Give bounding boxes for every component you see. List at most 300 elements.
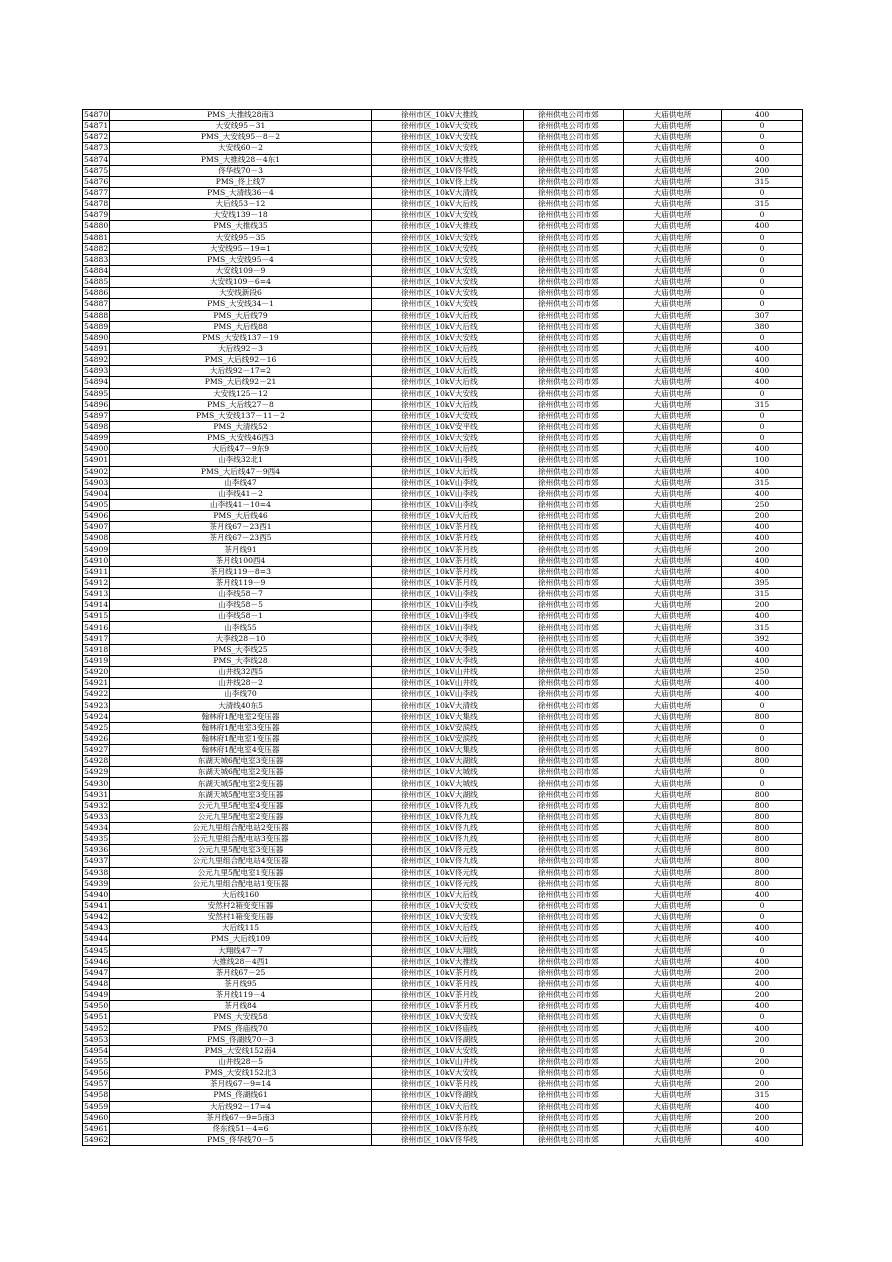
row-id-cell: 54882 [84, 243, 109, 253]
feeder-line-cell: 徐州市区_10kV佟元线 [372, 867, 524, 878]
table-row [83, 265, 803, 276]
company-cell: 徐州供电公司市郊 [524, 589, 624, 600]
device-name-cell: PMS_佟庙线70 [110, 1023, 372, 1034]
table-row [83, 967, 803, 978]
company-cell: 徐州供电公司市郊 [524, 410, 624, 421]
feeder-line-cell: 徐州市区_10kV茶月线 [372, 533, 524, 544]
table-row [83, 778, 803, 789]
device-name-cell: 茶月线67－23西1 [110, 522, 372, 533]
station-cell: 大庙供电所 [624, 745, 722, 756]
table-row [83, 433, 803, 444]
company-cell: 徐州供电公司市郊 [524, 199, 624, 210]
row-id-cell: 54889 [84, 321, 109, 331]
device-name-cell: 茶月线119－9 [110, 577, 372, 588]
station-cell: 大庙供电所 [624, 733, 722, 744]
feeder-line-cell: 徐州市区_10kV大后线 [372, 923, 524, 934]
table-row [83, 1068, 803, 1079]
table-row [83, 1101, 803, 1112]
capacity-cell: 800 [722, 878, 803, 889]
feeder-line-cell: 徐州市区_10kV茶月线 [372, 1079, 524, 1090]
capacity-cell: 0 [722, 210, 803, 221]
company-cell: 徐州供电公司市郊 [524, 121, 624, 132]
company-cell: 徐州供电公司市郊 [524, 1068, 624, 1079]
station-cell: 大庙供电所 [624, 511, 722, 522]
company-cell: 徐州供电公司市郊 [524, 110, 624, 121]
company-cell: 徐州供电公司市郊 [524, 856, 624, 867]
company-cell: 徐州供电公司市郊 [524, 945, 624, 956]
company-cell: 徐州供电公司市郊 [524, 834, 624, 845]
capacity-cell: 200 [722, 1034, 803, 1045]
table-row [83, 377, 803, 388]
row-id-cell: 54924 [84, 711, 109, 721]
row-id-cell: 54904 [84, 488, 109, 498]
company-cell: 徐州供电公司市郊 [524, 667, 624, 678]
company-cell: 徐州供电公司市郊 [524, 343, 624, 354]
device-name-cell: 茶月线119－8=3 [110, 566, 372, 577]
device-name-cell: PMS_大安线152南4 [110, 1045, 372, 1056]
company-cell: 徐州供电公司市郊 [524, 756, 624, 767]
row-id-cell: 54881 [84, 232, 109, 242]
table-row [83, 332, 803, 343]
row-id-cell: 54913 [84, 589, 109, 599]
company-cell: 徐州供电公司市郊 [524, 511, 624, 522]
device-name-cell: 大安线139－18 [110, 210, 372, 221]
device-name-cell: PMS_大后线109 [110, 934, 372, 945]
table-row [83, 1123, 803, 1134]
company-cell: 徐州供电公司市郊 [524, 566, 624, 577]
feeder-line-cell: 徐州市区_10kV茶月线 [372, 1001, 524, 1012]
company-cell: 徐州供电公司市郊 [524, 778, 624, 789]
capacity-cell: 0 [722, 778, 803, 789]
table-row [83, 477, 803, 488]
row-id-cell: 54958 [84, 1090, 109, 1100]
capacity-cell: 0 [722, 433, 803, 444]
row-id-cell: 54947 [84, 967, 109, 977]
company-cell: 徐州供电公司市郊 [524, 243, 624, 254]
feeder-line-cell: 徐州市区_10kV大集线 [372, 745, 524, 756]
feeder-line-cell: 徐州市区_10kV茶月线 [372, 967, 524, 978]
feeder-line-cell: 徐州市区_10kV大后线 [372, 1101, 524, 1112]
company-cell: 徐州供电公司市郊 [524, 878, 624, 889]
device-name-cell: 山井线28－5 [110, 1056, 372, 1067]
feeder-line-cell: 徐州市区_10kV大湖线 [372, 756, 524, 767]
company-cell: 徐州供电公司市郊 [524, 321, 624, 332]
company-cell: 徐州供电公司市郊 [524, 288, 624, 299]
feeder-line-cell: 徐州市区_10kV大安线 [372, 288, 524, 299]
capacity-cell: 315 [722, 399, 803, 410]
capacity-cell: 800 [722, 756, 803, 767]
station-cell: 大庙供电所 [624, 288, 722, 299]
table-row [83, 945, 803, 956]
feeder-line-cell: 徐州市区_10kV大清线 [372, 187, 524, 198]
table-row [83, 243, 803, 254]
feeder-line-cell: 徐州市区_10kV大城线 [372, 767, 524, 778]
table-row [83, 867, 803, 878]
feeder-line-cell: 徐州市区_10kV大后线 [372, 199, 524, 210]
station-cell: 大庙供电所 [624, 600, 722, 611]
company-cell: 徐州供电公司市郊 [524, 644, 624, 655]
station-cell: 大庙供电所 [624, 421, 722, 432]
company-cell: 徐州供电公司市郊 [524, 722, 624, 733]
row-id-cell: 54883 [84, 254, 109, 264]
device-name-cell: 东湖天城6配电室3变压器 [110, 756, 372, 767]
device-name-cell: 山李线32北1 [110, 455, 372, 466]
row-id-cell: 54959 [84, 1101, 109, 1111]
station-cell: 大庙供电所 [624, 187, 722, 198]
company-cell: 徐州供电公司市郊 [524, 956, 624, 967]
device-name-cell: 茶月线95 [110, 978, 372, 989]
capacity-cell: 0 [722, 900, 803, 911]
station-cell: 大庙供电所 [624, 978, 722, 989]
station-cell: 大庙供电所 [624, 199, 722, 210]
device-name-cell: 山井线28－2 [110, 678, 372, 689]
station-cell: 大庙供电所 [624, 377, 722, 388]
row-id-cell: 54940 [84, 889, 109, 899]
table-row [83, 811, 803, 822]
feeder-line-cell: 徐州市区_10kV大安线 [372, 388, 524, 399]
feeder-line-cell: 徐州市区_10kV茶月线 [372, 555, 524, 566]
row-id-cell: 54908 [84, 533, 109, 543]
feeder-line-cell: 徐州市区_10kV山井线 [372, 678, 524, 689]
table-row [83, 689, 803, 700]
capacity-cell: 800 [722, 856, 803, 867]
station-cell: 大庙供电所 [624, 711, 722, 722]
capacity-cell: 400 [722, 355, 803, 366]
device-name-cell: 公元九里5配电室3变压器 [110, 845, 372, 856]
station-cell: 大庙供电所 [624, 845, 722, 856]
row-id-cell: 54933 [84, 811, 109, 821]
row-id-cell: 54942 [84, 912, 109, 922]
station-cell: 大庙供电所 [624, 388, 722, 399]
company-cell: 徐州供电公司市郊 [524, 555, 624, 566]
row-id-cell: 54956 [84, 1068, 109, 1078]
company-cell: 徐州供电公司市郊 [524, 154, 624, 165]
feeder-line-cell: 徐州市区_10kV茶月线 [372, 1112, 524, 1123]
company-cell: 徐州供电公司市郊 [524, 1012, 624, 1023]
station-cell: 大庙供电所 [624, 633, 722, 644]
row-id-cell: 54931 [84, 789, 109, 799]
row-id-cell: 54944 [84, 934, 109, 944]
row-id-cell: 54921 [84, 678, 109, 688]
capacity-cell: 100 [722, 455, 803, 466]
row-id-cell: 54923 [84, 700, 109, 710]
feeder-line-cell: 徐州市区_10kV安滨线 [372, 722, 524, 733]
capacity-cell: 200 [722, 990, 803, 1001]
company-cell: 徐州供电公司市郊 [524, 678, 624, 689]
device-name-cell: 大推线28－4西1 [110, 956, 372, 967]
station-cell: 大庙供电所 [624, 555, 722, 566]
company-cell: 徐州供电公司市郊 [524, 176, 624, 187]
station-cell: 大庙供电所 [624, 444, 722, 455]
capacity-cell: 400 [722, 978, 803, 989]
capacity-cell: 800 [722, 711, 803, 722]
station-cell: 大庙供电所 [624, 589, 722, 600]
table-row [83, 488, 803, 499]
table-row [83, 845, 803, 856]
device-name-cell: PMS_大后线79 [110, 310, 372, 321]
device-name-cell: PMS_大安线152北3 [110, 1068, 372, 1079]
device-name-cell: 大安线109－9 [110, 265, 372, 276]
capacity-cell: 315 [722, 589, 803, 600]
table-row [83, 355, 803, 366]
capacity-cell: 200 [722, 544, 803, 555]
row-id-cell: 54930 [84, 778, 109, 788]
table-row [83, 1045, 803, 1056]
capacity-cell: 400 [722, 1134, 803, 1145]
device-name-cell: 山李线58－5 [110, 600, 372, 611]
feeder-line-cell: 徐州市区_10kV大安线 [372, 912, 524, 923]
device-name-cell: 茶月线67－23西5 [110, 533, 372, 544]
table-row [83, 566, 803, 577]
table-row [83, 923, 803, 934]
row-id-cell: 54915 [84, 611, 109, 621]
capacity-cell: 800 [722, 811, 803, 822]
device-name-cell: 大后线92－3 [110, 343, 372, 354]
table-row [83, 1079, 803, 1090]
device-name-cell: 安然村2箱变变压器 [110, 900, 372, 911]
table-row [83, 410, 803, 421]
company-cell: 徐州供电公司市郊 [524, 466, 624, 477]
device-name-cell: PMS_大推线35 [110, 221, 372, 232]
feeder-line-cell: 徐州市区_10kV大安线 [372, 143, 524, 154]
company-cell: 徐州供电公司市郊 [524, 800, 624, 811]
table-row [83, 544, 803, 555]
station-cell: 大庙供电所 [624, 934, 722, 945]
capacity-cell: 0 [722, 912, 803, 923]
company-cell: 徐州供电公司市郊 [524, 1134, 624, 1145]
feeder-line-cell: 徐州市区_10kV大安线 [372, 410, 524, 421]
capacity-cell: 200 [722, 1079, 803, 1090]
device-name-cell: 大后线160 [110, 889, 372, 900]
device-name-cell: PMS_大安线137－19 [110, 332, 372, 343]
station-cell: 大庙供电所 [624, 900, 722, 911]
company-cell: 徐州供电公司市郊 [524, 143, 624, 154]
capacity-cell: 800 [722, 789, 803, 800]
table-row [83, 956, 803, 967]
company-cell: 徐州供电公司市郊 [524, 823, 624, 834]
capacity-cell: 200 [722, 967, 803, 978]
feeder-line-cell: 徐州市区_10kV大后线 [372, 377, 524, 388]
table-row [83, 366, 803, 377]
station-cell: 大庙供电所 [624, 1112, 722, 1123]
feeder-line-cell: 徐州市区_10kV佟庙线 [372, 1023, 524, 1034]
feeder-line-cell: 徐州市区_10kV山李线 [372, 589, 524, 600]
feeder-line-cell: 徐州市区_10kV佟九线 [372, 811, 524, 822]
station-cell: 大庙供电所 [624, 277, 722, 288]
table-row [83, 722, 803, 733]
company-cell: 徐州供电公司市郊 [524, 811, 624, 822]
company-cell: 徐州供电公司市郊 [524, 210, 624, 221]
capacity-cell: 200 [722, 600, 803, 611]
data-table [82, 109, 803, 1146]
device-name-cell: 大安线125－12 [110, 388, 372, 399]
table-row [83, 277, 803, 288]
device-name-cell: 翰林府1配电室2变压器 [110, 711, 372, 722]
row-id-cell: 54897 [84, 410, 109, 420]
table-row [83, 388, 803, 399]
feeder-line-cell: 徐州市区_10kV山井线 [372, 1056, 524, 1067]
station-cell: 大庙供电所 [624, 823, 722, 834]
table-row [83, 990, 803, 1001]
table-row [83, 711, 803, 722]
table-row [83, 600, 803, 611]
row-id-cell: 54948 [84, 979, 109, 989]
table-row [83, 834, 803, 845]
row-id-cell: 54871 [84, 121, 109, 131]
device-name-cell: 山李线41－2 [110, 488, 372, 499]
device-name-cell: 东湖天城5配电室3变压器 [110, 789, 372, 800]
device-name-cell: 佟华线70－3 [110, 165, 372, 176]
row-id-cell: 54900 [84, 444, 109, 454]
capacity-cell: 200 [722, 511, 803, 522]
table-row [83, 611, 803, 622]
table-row [83, 633, 803, 644]
row-id-cell: 54919 [84, 655, 109, 665]
table-row [83, 800, 803, 811]
feeder-line-cell: 徐州市区_10kV大安线 [372, 132, 524, 143]
capacity-cell: 800 [722, 845, 803, 856]
feeder-line-cell: 徐州市区_10kV佟元线 [372, 845, 524, 856]
row-id-cell: 54885 [84, 277, 109, 287]
station-cell: 大庙供电所 [624, 533, 722, 544]
table-row [83, 466, 803, 477]
station-cell: 大庙供电所 [624, 990, 722, 1001]
row-id-cell: 54876 [84, 176, 109, 186]
table-row [83, 1090, 803, 1101]
table-row [83, 199, 803, 210]
device-name-cell: 大安线95－19=1 [110, 243, 372, 254]
station-cell: 大庙供电所 [624, 310, 722, 321]
station-cell: 大庙供电所 [624, 577, 722, 588]
capacity-cell: 315 [722, 199, 803, 210]
station-cell: 大庙供电所 [624, 165, 722, 176]
row-id-cell: 54888 [84, 310, 109, 320]
table-row [83, 187, 803, 198]
feeder-line-cell: 徐州市区_10kV山李线 [372, 611, 524, 622]
row-id-cell: 54953 [84, 1034, 109, 1044]
capacity-cell: 400 [722, 154, 803, 165]
row-id-cell: 54941 [84, 901, 109, 911]
company-cell: 徐州供电公司市郊 [524, 622, 624, 633]
row-id-cell: 54906 [84, 511, 109, 521]
row-id-cell: 54909 [84, 544, 109, 554]
device-name-cell: 茶月线67－25 [110, 967, 372, 978]
device-name-cell: PMS_大清线52 [110, 421, 372, 432]
station-cell: 大庙供电所 [624, 399, 722, 410]
device-name-cell: PMS_大李线25 [110, 644, 372, 655]
company-cell: 徐州供电公司市郊 [524, 600, 624, 611]
capacity-cell: 400 [722, 934, 803, 945]
station-cell: 大庙供电所 [624, 488, 722, 499]
row-id-cell: 54927 [84, 745, 109, 755]
feeder-line-cell: 徐州市区_10kV茶月线 [372, 978, 524, 989]
row-id-cell: 54918 [84, 644, 109, 654]
table-row [83, 254, 803, 265]
feeder-line-cell: 徐州市区_10kV佟湖线 [372, 1034, 524, 1045]
table-row [83, 856, 803, 867]
station-cell: 大庙供电所 [624, 433, 722, 444]
device-name-cell: PMS_大安线34－1 [110, 299, 372, 310]
station-cell: 大庙供电所 [624, 544, 722, 555]
company-cell: 徐州供电公司市郊 [524, 388, 624, 399]
company-cell: 徐州供电公司市郊 [524, 1001, 624, 1012]
row-id-cell: 54932 [84, 800, 109, 810]
feeder-line-cell: 徐州市区_10kV大安线 [372, 121, 524, 132]
station-cell: 大庙供电所 [624, 789, 722, 800]
capacity-cell: 400 [722, 377, 803, 388]
row-id-cell: 54907 [84, 522, 109, 532]
station-cell: 大庙供电所 [624, 121, 722, 132]
capacity-cell: 400 [722, 689, 803, 700]
row-id-cell: 54928 [84, 756, 109, 766]
table-row [83, 1056, 803, 1067]
capacity-cell: 0 [722, 254, 803, 265]
device-name-cell: PMS_大安线95－8－2 [110, 132, 372, 143]
capacity-cell: 315 [722, 477, 803, 488]
company-cell: 徐州供电公司市郊 [524, 1023, 624, 1034]
capacity-cell: 0 [722, 1012, 803, 1023]
table-row [83, 511, 803, 522]
station-cell: 大庙供电所 [624, 321, 722, 332]
device-name-cell: 山井线32西5 [110, 667, 372, 678]
feeder-line-cell: 徐州市区_10kV大安线 [372, 254, 524, 265]
device-name-cell: PMS_大后线46 [110, 511, 372, 522]
feeder-line-cell: 徐州市区_10kV大后线 [372, 934, 524, 945]
table-row [83, 321, 803, 332]
row-id-cell: 54896 [84, 399, 109, 409]
station-cell: 大庙供电所 [624, 912, 722, 923]
station-cell: 大庙供电所 [624, 956, 722, 967]
table-row [83, 934, 803, 945]
feeder-line-cell: 徐州市区_10kV大推线 [372, 154, 524, 165]
station-cell: 大庙供电所 [624, 366, 722, 377]
table-row [83, 555, 803, 566]
device-name-cell: PMS_大清线36－4 [110, 187, 372, 198]
company-cell: 徐州供电公司市郊 [524, 433, 624, 444]
feeder-line-cell: 徐州市区_10kV佟九线 [372, 834, 524, 845]
company-cell: 徐州供电公司市郊 [524, 1123, 624, 1134]
capacity-cell: 400 [722, 644, 803, 655]
device-name-cell: PMS_佟华线70－5 [110, 1134, 372, 1145]
feeder-line-cell: 徐州市区_10kV大清线 [372, 700, 524, 711]
row-id-cell: 54893 [84, 366, 109, 376]
row-id-cell: 54899 [84, 433, 109, 443]
row-id-cell: 54934 [84, 823, 109, 833]
device-name-cell: PMS_大推线28－4东1 [110, 154, 372, 165]
feeder-line-cell: 徐州市区_10kV佟九线 [372, 856, 524, 867]
station-cell: 大庙供电所 [624, 154, 722, 165]
row-id-cell: 54951 [84, 1012, 109, 1022]
capacity-cell: 0 [722, 388, 803, 399]
table-row [83, 622, 803, 633]
feeder-line-cell: 徐州市区_10kV山李线 [372, 455, 524, 466]
station-cell: 大庙供电所 [624, 265, 722, 276]
row-id-cell: 54898 [84, 422, 109, 431]
station-cell: 大庙供电所 [624, 254, 722, 265]
row-id-cell: 54874 [84, 154, 109, 164]
table-row [83, 221, 803, 232]
table-row [83, 421, 803, 432]
feeder-line-cell: 徐州市区_10kV大翔线 [372, 945, 524, 956]
device-name-cell: 大清线40东5 [110, 700, 372, 711]
station-cell: 大庙供电所 [624, 1045, 722, 1056]
table-row [83, 232, 803, 243]
device-name-cell: 安然村1箱变变压器 [110, 912, 372, 923]
capacity-cell: 200 [722, 165, 803, 176]
row-id-cell: 54925 [84, 722, 109, 732]
row-id-cell: 54884 [84, 266, 109, 276]
device-name-cell: 东湖天城6配电室2变压器 [110, 767, 372, 778]
